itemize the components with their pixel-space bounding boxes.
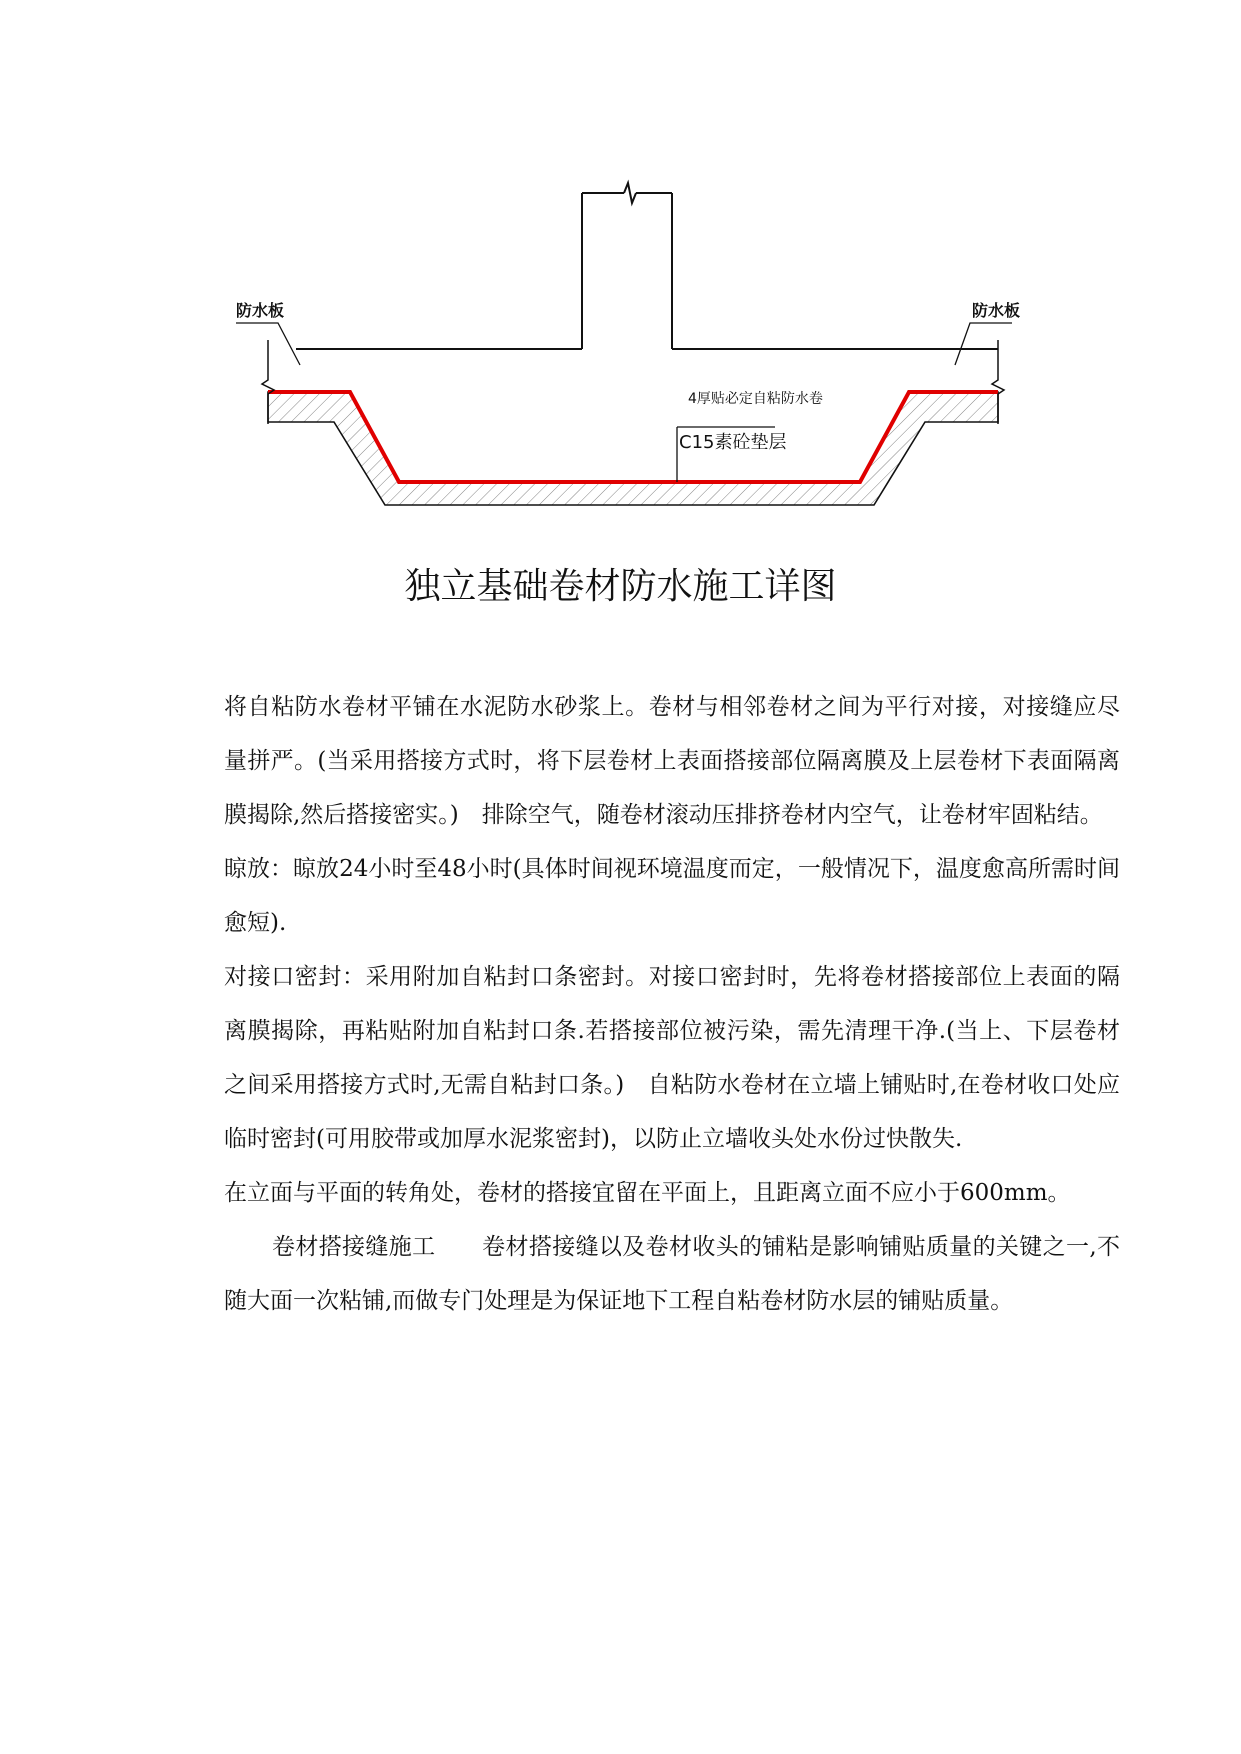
foundation-waterproofing-detail-drawing bbox=[0, 0, 1241, 560]
paragraph-corner-lap: 在立面与平面的转角处，卷材的搭接宜留在平面上，且距离立面不应小于600mm。 bbox=[224, 1180, 1071, 1206]
label-membrane: 4厚贴必定自粘防水卷 bbox=[688, 391, 823, 407]
label-waterproof-board-left: 防水板 bbox=[236, 301, 285, 320]
column bbox=[582, 183, 672, 349]
paragraph-joint-sealing: 对接口密封：采用附加自粘封口条密封。对接口密封时，先将卷材搭接部位上表面的隔离膜揭除，再粘贴附加自粘封口条.若搭接部位被污染，需先清理干净.(当上、下层卷材之间采用搭接方式时,无需自粘封口条。) 自粘防水卷材在立墙上铺贴时,在卷材收口处应临时密封(可用胶带或加厚水泥浆密封)，以防止立墙收头处水份过快散失. bbox=[224, 964, 1120, 1152]
label-waterproof-board-right: 防水板 bbox=[972, 301, 1021, 320]
page-title: 独立基础卷材防水施工详图 bbox=[404, 566, 837, 607]
body-text bbox=[224, 680, 1120, 1328]
label-cushion-layer: C15素砼垫层 bbox=[679, 432, 787, 453]
paragraph-lap-seam: 卷材搭接缝施工 卷材搭接缝以及卷材收头的铺粘是影响铺贴质量的关键之一,不随大面一次粘铺,而做专门处理是为保证地下工程自粘卷材防水层的铺贴质量。 bbox=[224, 1234, 1120, 1314]
paragraph-airing: 晾放：晾放24小时至48小时(具体时间视环境温度而定，一般情况下，温度愈高所需时间愈短). bbox=[224, 856, 1120, 936]
paragraph-laying: 将自粘防水卷材平铺在水泥防水砂浆上。卷材与相邻卷材之间为平行对接，对接缝应尽量拼严。(当采用搭接方式时，将下层卷材上表面搭接部位隔离膜及上层卷材下表面隔离膜揭除,然后搭接密实。) 排除空气，随卷材滚动压排挤卷材内空气，让卷材牢固粘结。 bbox=[224, 694, 1120, 828]
c15-cushion-layer bbox=[268, 392, 998, 505]
